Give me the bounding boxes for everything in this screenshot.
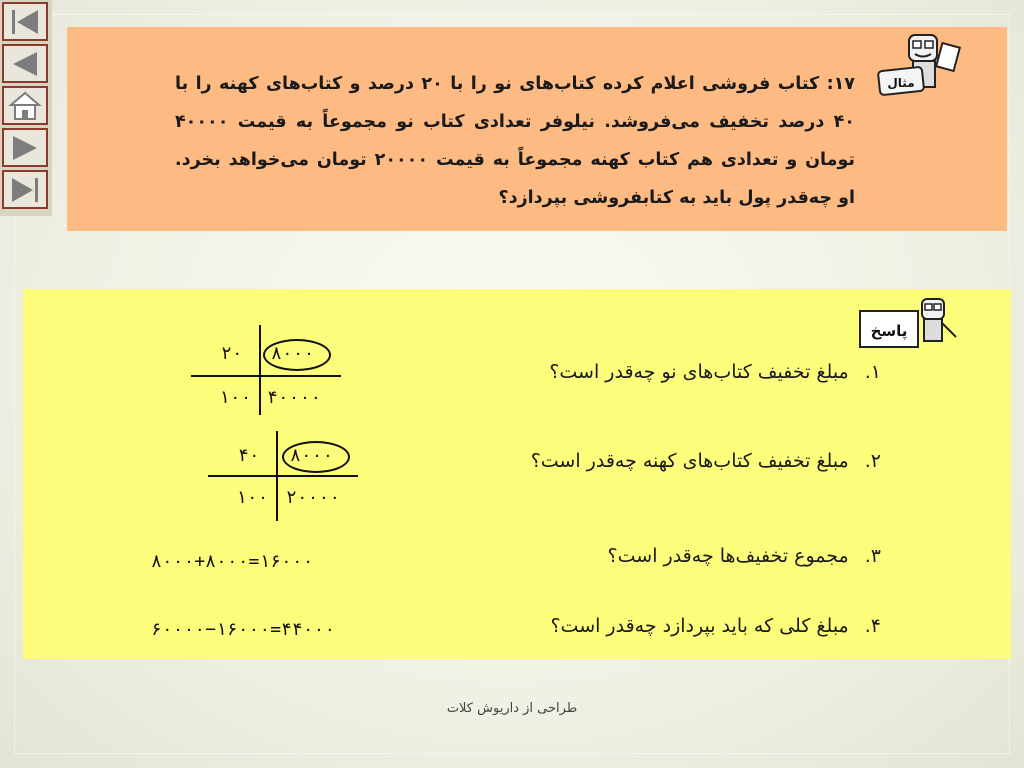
table-cell: ۸۰۰۰ <box>290 445 334 466</box>
first-slide-icon <box>7 7 43 37</box>
table-cell: ۴۰۰۰۰ <box>267 387 322 408</box>
answer-item-2 <box>531 450 881 472</box>
answer-item-1 <box>549 361 881 383</box>
question-body: کتاب فروشی اعلام کرده کتاب‌های نو را با ۲۰ درصد و کتاب‌های کهنه را با ۴۰ درصد تخفیف می‌فروشد. نیلوفر تعدادی کتاب نو مجموعاً به قیمت ۴۰۰۰۰ تومان و تعدادی هم کتاب کهنه مجموعاً به قیمت ۲۰۰۰۰ تومان می‌خواهد بخرد. او چه‌قدر پول باید به کتابفروشی بپردازد؟ <box>175 74 855 208</box>
table-cell: ۱۰۰ <box>219 387 252 408</box>
proportion-table-1 <box>191 325 341 415</box>
calculation-total: ۶۰۰۰۰−۱۶۰۰۰=۴۴۰۰۰ <box>151 619 336 640</box>
footer-credit: طراحی از داریوش کلات <box>446 701 578 716</box>
answer-label: پاسخ <box>870 322 908 340</box>
answer-item-text: مبلغ تخفیف کتاب‌های نو چه‌قدر است؟ <box>549 361 849 383</box>
previous-icon <box>7 49 43 79</box>
last-slide-button[interactable] <box>2 170 48 209</box>
example-label: مثال <box>887 76 915 90</box>
answer-cartoon-icon <box>858 293 984 353</box>
answer-item-3 <box>608 545 881 567</box>
question-panel <box>67 27 1007 231</box>
question-number: ۱۷: <box>826 74 855 94</box>
navigation-bar <box>0 0 52 216</box>
next-icon <box>7 133 43 163</box>
table-cell: ۲۰ <box>221 343 243 364</box>
answer-item-text: مبلغ کلی که باید بپردازد چه‌قدر است؟ <box>550 615 849 637</box>
home-icon <box>7 91 43 121</box>
answer-item-text: مبلغ تخفیف کتاب‌های کهنه چه‌قدر است؟ <box>530 450 849 472</box>
answer-item-number: ۲. <box>864 450 881 472</box>
answer-item-4 <box>550 615 881 637</box>
next-slide-button[interactable] <box>2 128 48 167</box>
answer-panel <box>23 289 1011 659</box>
table-cell: ۱۰۰ <box>236 487 269 508</box>
table-cell: ۲۰۰۰۰ <box>286 487 341 508</box>
answer-item-number: ۱. <box>864 361 881 383</box>
first-slide-button[interactable] <box>2 2 48 41</box>
proportion-table-2 <box>208 431 358 521</box>
example-cartoon-icon <box>867 29 985 107</box>
home-button[interactable] <box>2 86 48 125</box>
table-cell: ۸۰۰۰ <box>271 343 315 364</box>
previous-slide-button[interactable] <box>2 44 48 83</box>
answer-item-number: ۴. <box>864 615 881 637</box>
calculation-sum: ۸۰۰۰+۸۰۰۰=۱۶۰۰۰ <box>151 551 314 572</box>
answer-item-number: ۳. <box>864 545 881 567</box>
answer-item-text: مجموع تخفیف‌ها چه‌قدر است؟ <box>607 545 849 567</box>
table-cell: ۴۰ <box>238 445 260 466</box>
last-slide-icon <box>7 175 43 205</box>
question-text-block <box>175 65 855 217</box>
